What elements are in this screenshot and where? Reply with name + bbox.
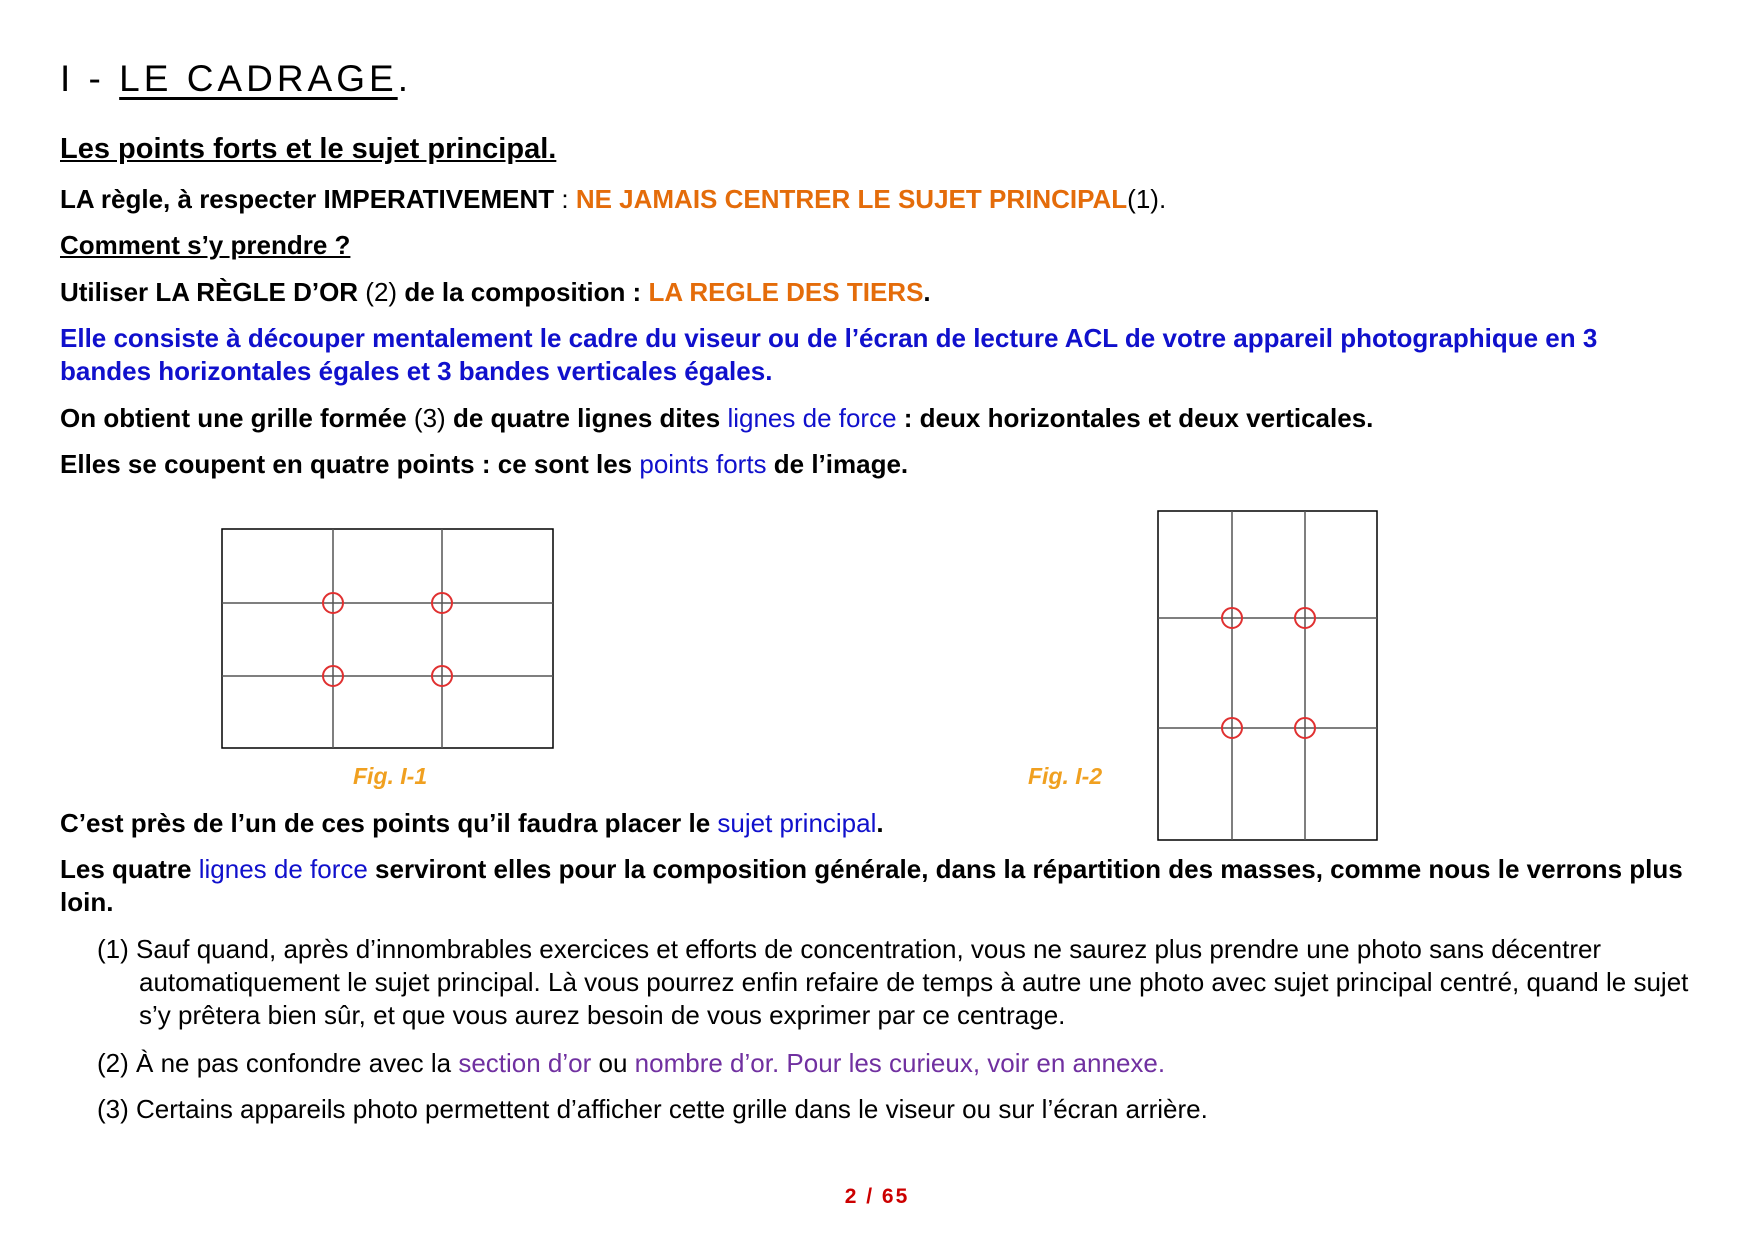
nombre-dor-link: nombre d’or	[634, 1048, 772, 1078]
lines-paragraph	[60, 853, 1700, 919]
grid-part3: : deux horizontales et deux verticales.	[896, 403, 1374, 433]
rule-line	[60, 183, 1166, 216]
heading-prefix: I -	[60, 58, 120, 99]
subject-line	[60, 807, 884, 840]
golden-end: .	[923, 277, 931, 307]
golden-part2: de la composition :	[404, 277, 649, 307]
golden-ref: (2)	[358, 277, 405, 307]
lines-highlight: lignes de force	[198, 854, 368, 884]
rule-text: LA règle, à respecter IMPERATIVEMENT	[60, 184, 555, 214]
fig1-frame	[222, 529, 553, 748]
lines-part1: Les quatre	[60, 854, 199, 884]
grid-part1: On obtient une grille formée	[60, 403, 407, 433]
points-part2: de l’image.	[766, 449, 909, 479]
grid-line	[60, 402, 1373, 435]
footnote-2	[97, 1047, 1165, 1080]
golden-highlight: LA REGLE DES TIERS	[648, 277, 924, 307]
rule-highlight: NE JAMAIS CENTRER LE SUJET PRINCIPAL	[575, 184, 1128, 214]
footnote-2-part2: . Pour les curieux, voir en annexe.	[771, 1048, 1166, 1078]
rule-ref: (1).	[1127, 184, 1167, 214]
grid-highlight: lignes de force	[727, 403, 897, 433]
grid-part2: de quatre lignes dites	[452, 403, 728, 433]
points-line	[60, 448, 908, 481]
lines-part2: serviront elles pour la composition générale, dans la répartition des masses, comme nous le verrons plus loin.	[60, 854, 1683, 917]
page-heading	[60, 58, 412, 100]
fig2-frame	[1158, 511, 1377, 840]
footnote-2-part1: (2) À ne pas confondre avec la	[97, 1048, 459, 1078]
section-subtitle: Les points forts et le sujet principal.	[60, 133, 557, 165]
figure1-caption: Fig. I-1	[353, 763, 428, 789]
subject-highlight: sujet principal	[717, 808, 877, 838]
footnote-3: (3) Certains appareils photo permettent d’afficher cette grille dans le viseur ou sur l’écran arrière.	[97, 1094, 1208, 1124]
grid-ref: (3)	[406, 403, 453, 433]
figure2-caption: Fig. I-2	[1028, 763, 1103, 789]
explanation-paragraph: Elle consiste à découper mentalement le cadre du viseur ou de l’écran de lecture ACL de votre appareil photographique en 3 bandes horizontales égales et 3 bandes verticales égales.	[60, 323, 1598, 386]
footnote-2-mid: ou	[591, 1048, 635, 1078]
heading-suffix: .	[397, 58, 412, 99]
subject-part1: C’est près de l’un de ces points qu’il faudra placer le	[60, 808, 718, 838]
section-dor-link: section d’or	[458, 1048, 592, 1078]
figure-landscape-grid	[221, 528, 555, 750]
golden-rule-line	[60, 276, 931, 309]
figure-portrait-grid	[1157, 510, 1379, 842]
points-highlight: points forts	[639, 449, 767, 479]
points-part1: Elles se coupent en quatre points : ce sont les	[60, 449, 640, 479]
footnote-1: (1) Sauf quand, après d’innombrables exercices et efforts de concentration, vous ne saurez plus prendre une photo sans décentrer automatiquement le sujet principal. Là vous pourrez enfin refaire de temps à autre une photo avec sujet principal centré, quand le sujet s’y prêtera bien sûr, et que vous aurez besoin de vous exprimer par ce centrage.	[97, 934, 1689, 1030]
page-number: 2 / 65	[844, 1185, 910, 1208]
rule-colon: :	[554, 184, 576, 214]
heading-main: LE CADRAGE	[119, 58, 398, 99]
how-to-heading: Comment s’y prendre ?	[60, 230, 351, 260]
golden-part1: Utiliser LA RÈGLE D’OR	[60, 277, 359, 307]
subject-end: .	[876, 808, 884, 838]
